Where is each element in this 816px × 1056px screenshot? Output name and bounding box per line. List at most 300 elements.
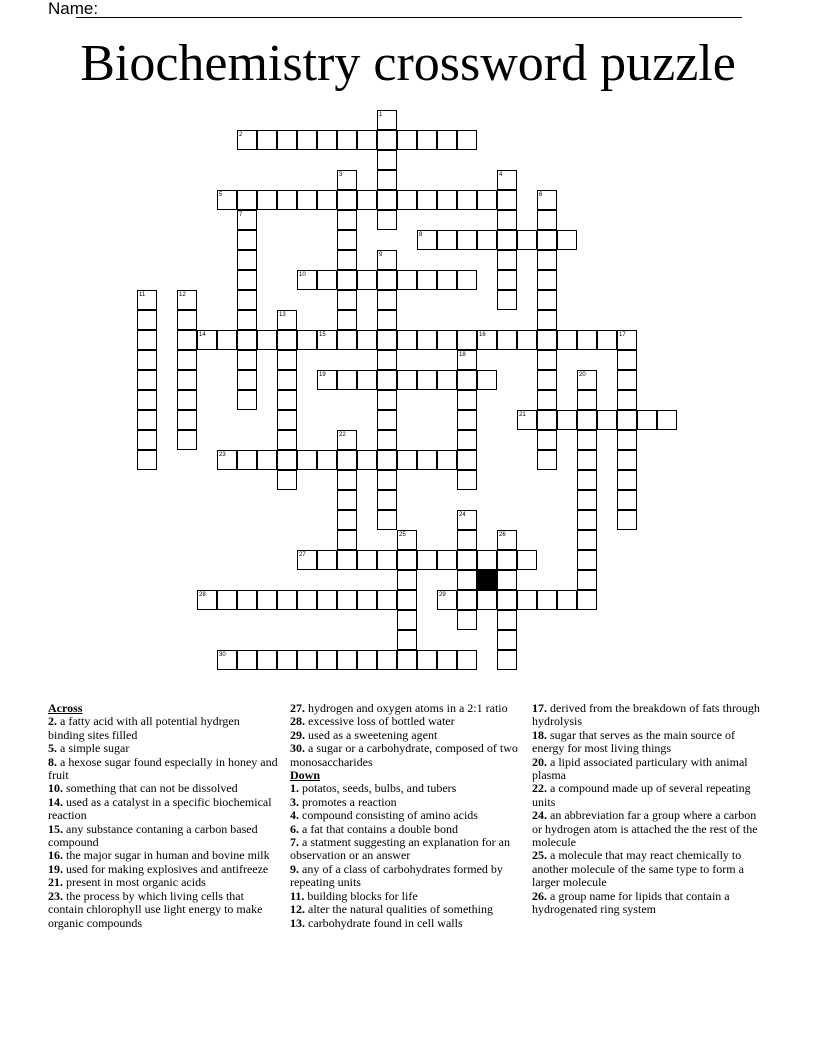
down-heading: Down: [290, 768, 321, 783]
clue-item: [532, 702, 764, 729]
grid-cell[interactable]: [377, 170, 397, 190]
grid-cell[interactable]: [577, 390, 597, 410]
grid-cell[interactable]: [257, 130, 277, 150]
clue-item: [532, 782, 764, 809]
grid-cell[interactable]: [237, 230, 257, 250]
grid-cell[interactable]: [177, 310, 197, 330]
grid-cell[interactable]: [257, 450, 277, 470]
grid-cell[interactable]: [537, 410, 557, 430]
grid-cell[interactable]: [317, 650, 337, 670]
grid-cell[interactable]: [177, 390, 197, 410]
grid-cell[interactable]: [337, 210, 357, 230]
clue-text: a fatty acid with all potential hydrgen binding sites filled: [48, 714, 240, 742]
grid-cell[interactable]: [417, 550, 437, 570]
clue-number: 9.: [290, 861, 299, 876]
down-clue-list-continued: [532, 702, 764, 917]
grid-cell[interactable]: [357, 190, 377, 210]
clue-text: used for making explosives and antifreeze: [63, 861, 269, 876]
grid-cell[interactable]: [477, 590, 497, 610]
grid-cell[interactable]: [457, 270, 477, 290]
grid-cell[interactable]: [497, 210, 517, 230]
grid-cell[interactable]: [377, 510, 397, 530]
grid-cell[interactable]: [277, 330, 297, 350]
grid-cell[interactable]: [297, 330, 317, 350]
grid-cell[interactable]: [457, 390, 477, 410]
clue-item: [48, 715, 278, 742]
grid-cell[interactable]: [317, 190, 337, 210]
grid-cell[interactable]: [537, 310, 557, 330]
grid-cell[interactable]: [137, 370, 157, 390]
clue-text: a compound made up of several repeating units: [532, 781, 751, 809]
grid-cell[interactable]: [357, 270, 377, 290]
grid-cell[interactable]: [337, 490, 357, 510]
grid-cell[interactable]: [457, 130, 477, 150]
grid-cell[interactable]: [377, 430, 397, 450]
clues-column-3: [532, 702, 764, 917]
grid-cell[interactable]: [457, 230, 477, 250]
grid-cell[interactable]: [437, 130, 457, 150]
clue-number: 16: [479, 332, 486, 338]
grid-cell[interactable]: [137, 330, 157, 350]
grid-cell[interactable]: [397, 610, 417, 630]
grid-cell[interactable]: [457, 650, 477, 670]
grid-cell[interactable]: [477, 370, 497, 390]
grid-cell[interactable]: [177, 330, 197, 350]
grid-cell[interactable]: [657, 410, 677, 430]
clue-text: potatos, seeds, bulbs, and tubers: [299, 781, 457, 796]
grid-cell[interactable]: [277, 190, 297, 210]
grid-cell[interactable]: [377, 370, 397, 390]
clue-number: 8.: [48, 754, 57, 769]
grid-cell[interactable]: [277, 410, 297, 430]
grid-cell[interactable]: [417, 270, 437, 290]
grid-cell[interactable]: [557, 230, 577, 250]
grid-cell[interactable]: [497, 250, 517, 270]
clue-text: building blocks for life: [304, 888, 418, 903]
clue-text: a lipid associated particulary with animal plasma: [532, 754, 748, 783]
clue-item: [532, 890, 764, 917]
grid-cell[interactable]: [357, 370, 377, 390]
grid-cell[interactable]: [517, 230, 537, 250]
grid-cell[interactable]: [597, 410, 617, 430]
grid-cell[interactable]: [357, 550, 377, 570]
grid-cell[interactable]: [297, 650, 317, 670]
grid-cell[interactable]: [237, 270, 257, 290]
clue-number: 9: [379, 252, 383, 258]
grid-cell[interactable]: [437, 650, 457, 670]
grid-cell[interactable]: [577, 550, 597, 570]
clue-number: 21.: [48, 875, 63, 890]
clue-number: 6.: [290, 821, 299, 836]
grid-cell[interactable]: [317, 130, 337, 150]
grid-cell[interactable]: [617, 410, 637, 430]
clue-item: [290, 836, 522, 863]
grid-cell[interactable]: [537, 290, 557, 310]
grid-cell[interactable]: [457, 570, 477, 590]
grid-cell[interactable]: [277, 430, 297, 450]
grid-cell[interactable]: [177, 350, 197, 370]
grid-cell[interactable]: [517, 590, 537, 610]
grid-cell[interactable]: [497, 590, 517, 610]
grid-cell[interactable]: [337, 470, 357, 490]
grid-cell[interactable]: [277, 390, 297, 410]
grid-cell[interactable]: [437, 190, 457, 210]
grid-cell[interactable]: [417, 370, 437, 390]
grid-cell[interactable]: [257, 650, 277, 670]
grid-cell[interactable]: [377, 550, 397, 570]
clue-number: 19: [319, 372, 326, 378]
clue-number: 23: [219, 452, 226, 458]
clue-number: 14: [199, 332, 206, 338]
grid-cell[interactable]: [377, 190, 397, 210]
grid-cell[interactable]: [337, 370, 357, 390]
grid-cell[interactable]: [277, 350, 297, 370]
grid-cell[interactable]: [217, 330, 237, 350]
clue-item: [48, 796, 278, 823]
clue-number: 3: [339, 172, 343, 178]
grid-cell[interactable]: [497, 630, 517, 650]
grid-cell[interactable]: [137, 390, 157, 410]
grid-cell[interactable]: [237, 370, 257, 390]
grid-cell[interactable]: [497, 270, 517, 290]
grid-cell[interactable]: [497, 290, 517, 310]
grid-cell[interactable]: [497, 650, 517, 670]
grid-cell[interactable]: [457, 190, 477, 210]
grid-cell[interactable]: [497, 570, 517, 590]
grid-cell[interactable]: [177, 410, 197, 430]
clues-column-1: [48, 702, 278, 930]
clue-item: [532, 729, 764, 756]
grid-cell[interactable]: [337, 450, 357, 470]
grid-cell[interactable]: [577, 470, 597, 490]
grid-cell[interactable]: [317, 590, 337, 610]
grid-cell[interactable]: [617, 510, 637, 530]
grid-cell[interactable]: [517, 550, 537, 570]
clue-text: compound consisting of amino acids: [299, 808, 478, 823]
grid-cell[interactable]: [377, 330, 397, 350]
grid-cell[interactable]: [537, 450, 557, 470]
clue-number: 22.: [532, 781, 547, 796]
clue-item: [290, 715, 522, 728]
grid-cell[interactable]: [337, 530, 357, 550]
grid-cell[interactable]: [337, 270, 357, 290]
grid-cell[interactable]: [397, 270, 417, 290]
grid-cell[interactable]: [237, 250, 257, 270]
grid-cell[interactable]: [237, 190, 257, 210]
grid-cell[interactable]: [377, 470, 397, 490]
grid-cell[interactable]: [537, 370, 557, 390]
grid-cell[interactable]: [497, 230, 517, 250]
clue-number: 11.: [290, 888, 305, 903]
grid-cell[interactable]: [577, 510, 597, 530]
grid-cell[interactable]: [337, 510, 357, 530]
grid-cell[interactable]: [397, 130, 417, 150]
clue-item: [48, 863, 278, 876]
grid-cell[interactable]: [577, 570, 597, 590]
clue-item: [290, 742, 522, 769]
clue-item: [48, 742, 278, 755]
grid-cell[interactable]: [137, 450, 157, 470]
grid-cell[interactable]: [277, 470, 297, 490]
grid-cell[interactable]: [377, 490, 397, 510]
grid-cell[interactable]: [457, 410, 477, 430]
grid-cell[interactable]: [497, 190, 517, 210]
clue-number: 28.: [290, 714, 305, 729]
clue-number: 17.: [532, 701, 547, 715]
clue-text: any of a class of carbohydrates formed by repeating units: [290, 861, 503, 890]
grid-cell[interactable]: [597, 330, 617, 350]
grid-cell[interactable]: [417, 650, 437, 670]
grid-cell[interactable]: [357, 130, 377, 150]
across-clue-list-continued: [290, 702, 522, 769]
grid-cell[interactable]: [477, 230, 497, 250]
grid-cell[interactable]: [537, 230, 557, 250]
grid-cell[interactable]: [537, 590, 557, 610]
grid-cell[interactable]: [537, 330, 557, 350]
grid-cell[interactable]: [317, 550, 337, 570]
clue-number: 14.: [48, 794, 63, 809]
grid-cell[interactable]: [357, 450, 377, 470]
grid-cell[interactable]: [137, 410, 157, 430]
grid-cell[interactable]: [617, 490, 637, 510]
grid-cell[interactable]: [377, 210, 397, 230]
grid-cell[interactable]: [457, 330, 477, 350]
grid-cell[interactable]: [457, 550, 477, 570]
grid-cell[interactable]: [617, 350, 637, 370]
grid-cell[interactable]: [337, 550, 357, 570]
clue-number: 5: [219, 192, 223, 198]
grid-cell[interactable]: [577, 490, 597, 510]
grid-cell[interactable]: [537, 390, 557, 410]
grid-cell[interactable]: [437, 370, 457, 390]
clue-number: 13: [279, 312, 286, 318]
grid-cell[interactable]: [257, 330, 277, 350]
grid-cell[interactable]: [617, 450, 637, 470]
grid-cell[interactable]: [137, 350, 157, 370]
grid-cell[interactable]: [577, 330, 597, 350]
clue-item: [48, 782, 278, 795]
grid-cell[interactable]: [357, 590, 377, 610]
grid-cell[interactable]: [537, 350, 557, 370]
grid-cell[interactable]: [417, 330, 437, 350]
grid-cell[interactable]: [337, 290, 357, 310]
grid-cell[interactable]: [617, 470, 637, 490]
grid-cell[interactable]: [297, 190, 317, 210]
grid-cell[interactable]: [237, 290, 257, 310]
grid-cell[interactable]: [397, 650, 417, 670]
grid-cell[interactable]: [377, 270, 397, 290]
grid-cell[interactable]: [397, 630, 417, 650]
grid-cell[interactable]: [417, 450, 437, 470]
clue-number: 26: [499, 532, 506, 538]
grid-cell[interactable]: [457, 370, 477, 390]
grid-cell[interactable]: [417, 190, 437, 210]
clue-text: any substance contaning a carbon based compound: [48, 821, 258, 850]
grid-cell[interactable]: [377, 150, 397, 170]
grid-cell[interactable]: [377, 350, 397, 370]
grid-cell[interactable]: [557, 330, 577, 350]
grid-cell[interactable]: [557, 410, 577, 430]
clue-number: 15: [319, 332, 326, 338]
grid-cell[interactable]: [297, 450, 317, 470]
grid-cell[interactable]: [577, 410, 597, 430]
grid-cell[interactable]: [337, 230, 357, 250]
grid-cell[interactable]: [397, 570, 417, 590]
grid-cell[interactable]: [217, 590, 237, 610]
grid-cell[interactable]: [337, 650, 357, 670]
clue-item: [290, 702, 522, 715]
clue-number: 27: [299, 552, 306, 558]
grid-cell[interactable]: [457, 610, 477, 630]
grid-cell[interactable]: [237, 310, 257, 330]
grid-cell[interactable]: [177, 430, 197, 450]
clue-number: 21: [519, 412, 526, 418]
grid-cell[interactable]: [377, 310, 397, 330]
clue-item: [48, 823, 278, 850]
grid-cell[interactable]: [397, 550, 417, 570]
grid-cell[interactable]: [337, 590, 357, 610]
grid-cell[interactable]: [477, 190, 497, 210]
grid-cell[interactable]: [457, 450, 477, 470]
grid-cell[interactable]: [437, 330, 457, 350]
clue-text: carbohydrate found in cell walls: [305, 915, 463, 930]
clue-number: 5.: [48, 741, 57, 756]
grid-cell[interactable]: [397, 590, 417, 610]
grid-cell[interactable]: [617, 390, 637, 410]
page-title: Biochemistry crossword puzzle: [80, 35, 736, 92]
grid-cell[interactable]: [237, 330, 257, 350]
grid-cell[interactable]: [537, 250, 557, 270]
grid-cell[interactable]: [457, 470, 477, 490]
grid-cell[interactable]: [537, 430, 557, 450]
grid-cell[interactable]: [357, 330, 377, 350]
clue-text: hydrogen and oxygen atoms in a 2:1 ratio: [305, 701, 508, 715]
clue-number: 15.: [48, 821, 63, 836]
grid-cell[interactable]: [397, 370, 417, 390]
grid-cell[interactable]: [477, 550, 497, 570]
clue-number: 11: [139, 292, 146, 298]
grid-cell[interactable]: [577, 590, 597, 610]
grid-cell[interactable]: [337, 190, 357, 210]
grid-cell[interactable]: [137, 310, 157, 330]
grid-cell[interactable]: [437, 270, 457, 290]
clue-text: used as a sweetening agent: [305, 727, 438, 742]
clue-text: promotes a reaction: [299, 794, 397, 809]
grid-cell[interactable]: [497, 330, 517, 350]
grid-cell[interactable]: [577, 530, 597, 550]
grid-cell[interactable]: [337, 250, 357, 270]
grid-cell[interactable]: [297, 590, 317, 610]
clue-text: a molecule that may react chemically to another molecule of the same type to form a larger molecule: [532, 848, 744, 890]
clue-number: 22: [339, 432, 346, 438]
grid-cell[interactable]: [557, 590, 577, 610]
grid-cell[interactable]: [577, 430, 597, 450]
grid-cell[interactable]: [377, 290, 397, 310]
clue-item: [48, 876, 278, 889]
clue-number: 30.: [290, 741, 305, 756]
clue-number: 26.: [532, 888, 547, 903]
grid-cell[interactable]: [277, 590, 297, 610]
grid-cell[interactable]: [617, 430, 637, 450]
clue-item: [290, 863, 522, 890]
grid-cell[interactable]: [237, 650, 257, 670]
grid-cell[interactable]: [357, 650, 377, 670]
clue-text: used as a catalyst in a specific biochemical reaction: [48, 794, 272, 823]
grid-cell[interactable]: [397, 450, 417, 470]
grid-cell[interactable]: [377, 410, 397, 430]
grid-cell[interactable]: [257, 190, 277, 210]
grid-cell[interactable]: [237, 450, 257, 470]
grid-cell[interactable]: [277, 650, 297, 670]
grid-cell[interactable]: [417, 130, 437, 150]
grid-cell[interactable]: [457, 530, 477, 550]
grid-cell[interactable]: [537, 270, 557, 290]
clue-number: 18.: [532, 727, 547, 742]
grid-cell[interactable]: [277, 130, 297, 150]
clue-number: 25.: [532, 848, 547, 863]
grid-cell[interactable]: [397, 190, 417, 210]
clue-number: 7.: [290, 835, 299, 850]
grid-cell[interactable]: [377, 590, 397, 610]
grid-cell[interactable]: [617, 370, 637, 390]
grid-cell[interactable]: [457, 430, 477, 450]
clue-item: [48, 756, 278, 783]
grid-cell[interactable]: [337, 310, 357, 330]
grid-cell[interactable]: [277, 370, 297, 390]
grid-cell[interactable]: [297, 130, 317, 150]
grid-cell[interactable]: [537, 210, 557, 230]
clues-column-2: [290, 702, 522, 930]
grid-cell[interactable]: [377, 130, 397, 150]
grid-cell[interactable]: [277, 450, 297, 470]
grid-cell[interactable]: [317, 450, 337, 470]
clue-number: 10: [299, 272, 306, 278]
grid-cell[interactable]: [377, 650, 397, 670]
across-heading: Across: [48, 701, 83, 715]
clue-item: [290, 782, 522, 795]
grid-cell[interactable]: [337, 330, 357, 350]
clue-number: 6: [539, 192, 543, 198]
grid-cell[interactable]: [237, 390, 257, 410]
grid-cell[interactable]: [237, 350, 257, 370]
grid-cell[interactable]: [437, 450, 457, 470]
clue-number: 25: [399, 532, 406, 538]
clue-number: 10.: [48, 781, 63, 796]
grid-cell[interactable]: [437, 550, 457, 570]
grid-cell[interactable]: [497, 550, 517, 570]
grid-cell[interactable]: [457, 590, 477, 610]
grid-cell[interactable]: [517, 330, 537, 350]
grid-cell[interactable]: [377, 390, 397, 410]
grid-cell[interactable]: [397, 330, 417, 350]
grid-cell[interactable]: [257, 590, 277, 610]
grid-cell[interactable]: [337, 130, 357, 150]
grid-cell[interactable]: [317, 270, 337, 290]
clue-number: 16.: [48, 848, 63, 863]
clue-text: a sugar or a carbohydrate, composed of two monosaccharides: [290, 741, 518, 769]
grid-cell[interactable]: [377, 450, 397, 470]
grid-cell[interactable]: [437, 230, 457, 250]
grid-cell[interactable]: [637, 410, 657, 430]
grid-cell[interactable]: [237, 590, 257, 610]
clue-number: 12.: [290, 902, 305, 917]
grid-cell[interactable]: [177, 370, 197, 390]
grid-cell[interactable]: [497, 610, 517, 630]
grid-cell[interactable]: [137, 430, 157, 450]
clue-number: 4: [499, 172, 503, 178]
blocked-cell: [477, 570, 497, 590]
grid-cell[interactable]: [577, 450, 597, 470]
